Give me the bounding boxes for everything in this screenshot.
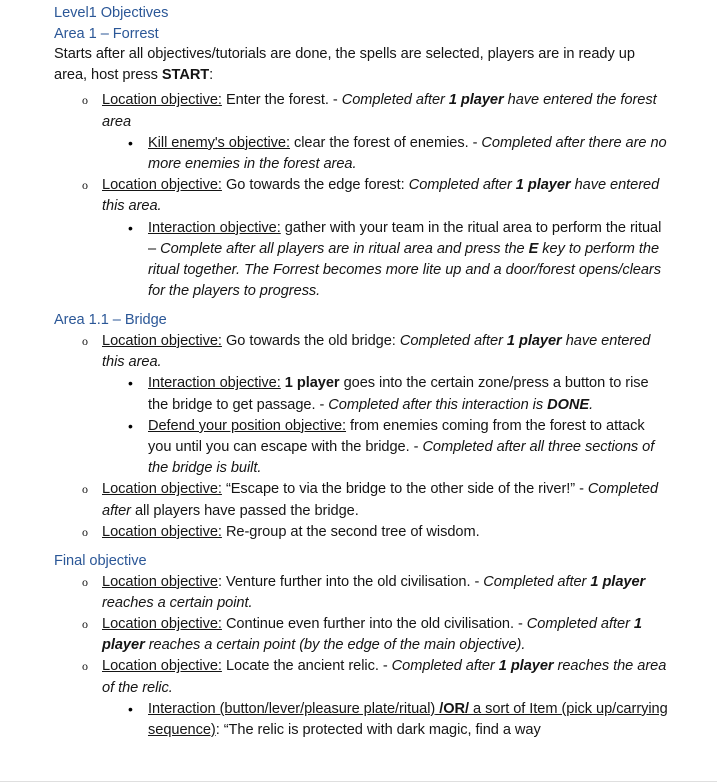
- objective-item: [54, 572, 671, 614]
- sub-objective-item: [102, 133, 671, 175]
- text-run: Completed after: [399, 333, 507, 349]
- text-run: Completed after: [408, 177, 516, 194]
- text-run: gather with your team in the ritual area to perform the ritual –: [148, 219, 662, 257]
- sub-objective-item: [102, 218, 671, 303]
- text-run: Location objective:: [102, 92, 222, 109]
- text-run: Locate the ancient relic. -: [221, 658, 392, 675]
- sub-objective-item: [102, 373, 671, 415]
- text-run: 1 player: [515, 177, 571, 194]
- text-run: Location objective:: [102, 177, 222, 194]
- text-run: Location objective:: [102, 658, 222, 675]
- text-run: Interaction (button/lever/pleasure plate/ritual): [148, 700, 436, 717]
- text-run: Completed after: [526, 616, 634, 633]
- text-run: Completed after: [102, 481, 659, 519]
- text-run: Defend your position objective:: [148, 417, 347, 434]
- objective-list: [54, 331, 671, 543]
- objective-item: [54, 656, 671, 741]
- text-run: Go towards the old bridge:: [221, 333, 400, 349]
- text-run: Location objective:: [102, 333, 222, 349]
- section-spacer: [54, 302, 671, 310]
- text-run: 1 player: [102, 616, 642, 654]
- text-run: from enemies coming from the forest to attack you until you can escape with the bridge. -: [148, 417, 645, 456]
- text-run: Continue even further into the old civilisation. -: [221, 616, 527, 633]
- text-run: Interaction objective:: [148, 375, 281, 392]
- objective-item: [54, 522, 671, 543]
- objective-item: [54, 614, 671, 656]
- sub-objective-list: [102, 373, 671, 479]
- text-run: Starts after all objectives/tutorials are done, the spells are selected, players are in ready up area, host press: [54, 46, 635, 83]
- text-run: DONE: [547, 396, 590, 413]
- objective-item: [54, 479, 671, 521]
- sub-objective-item: [102, 416, 671, 480]
- text-run: reaches a certain point (by the edge of the main objective).: [144, 637, 526, 654]
- text-run: E: [528, 240, 539, 257]
- text-run: have entered this area.: [102, 177, 660, 215]
- text-run: /OR/: [435, 700, 470, 717]
- text-run: Kill enemy's objective:: [148, 134, 290, 151]
- text-run: Completed after all three sections of the bridge is built.: [148, 439, 655, 477]
- text-run: START: [161, 66, 210, 83]
- text-run: Go towards the edge forest:: [221, 177, 409, 194]
- sub-objective-item: [102, 699, 671, 741]
- section-spacer: [54, 543, 671, 551]
- text-run: Re-group at the second tree of wisdom.: [221, 523, 480, 540]
- text-run: Completed after: [341, 92, 449, 109]
- objective-item: [54, 90, 671, 175]
- text-run: Interaction objective:: [148, 219, 281, 236]
- text-run: a sort of Item (pick up/carrying sequence): [148, 700, 668, 739]
- text-run: 1 player: [498, 658, 554, 675]
- document-body: [54, 3, 671, 741]
- text-run: clear the forest of enemies. -: [289, 134, 482, 151]
- section-heading: Area 1 – Forrest: [54, 25, 159, 42]
- text-run: Completed after: [391, 658, 499, 675]
- text-run: “Escape to via the bridge to the other side of the river!” -: [221, 481, 588, 498]
- text-run: 1 player: [590, 573, 646, 590]
- text-run: Location objective:: [102, 481, 222, 498]
- text-run: reaches the area of the relic.: [102, 658, 667, 696]
- text-run: Complete after all players are in ritual area and press the: [160, 240, 529, 257]
- text-run: : Venture further into the old civilisation. -: [217, 573, 484, 590]
- text-run: all players have passed the bridge.: [130, 502, 359, 519]
- text-run: have entered this area.: [102, 333, 651, 371]
- section-heading: Area 1.1 – Bridge: [54, 312, 167, 329]
- text-run: Location objective:: [102, 616, 222, 633]
- text-run: Completed after there are no more enemies in the forest area.: [148, 134, 667, 172]
- section-intro-paragraph: [54, 44, 671, 85]
- text-run: .: [589, 396, 594, 413]
- objective-item: [54, 175, 671, 302]
- text-run: 1 player: [284, 375, 340, 392]
- text-run: have entered the forest area: [102, 92, 657, 130]
- sub-objective-list: [102, 133, 671, 175]
- text-run: 1 player: [448, 92, 504, 109]
- text-run: Completed after: [483, 573, 591, 590]
- text-run: Location objective:: [102, 523, 222, 540]
- text-run: reaches a certain point.: [102, 594, 253, 611]
- sub-objective-list: [102, 699, 671, 741]
- text-run: 1 player: [506, 333, 562, 349]
- page-title: Level1 Objectives: [54, 5, 169, 21]
- text-run: :: [209, 66, 214, 83]
- text-run: Enter the forest. -: [221, 92, 342, 109]
- text-run: Location objective: [102, 573, 218, 590]
- objective-list: [54, 572, 671, 742]
- objective-list: [54, 90, 671, 302]
- text-run: Completed after this interaction is: [328, 396, 548, 413]
- section-heading: Final objective: [54, 553, 147, 570]
- text-run: : “The relic is protected with dark magic, find a way: [215, 722, 541, 739]
- text-run: key to perform the ritual together. The Forrest becomes more lite up and a door/forest opens/clears for the players to progress.: [148, 240, 661, 300]
- text-run: goes into the certain zone/press a button to rise the bridge to get passage. -: [148, 375, 649, 413]
- objective-item: [54, 331, 671, 479]
- sub-objective-list: [102, 218, 671, 303]
